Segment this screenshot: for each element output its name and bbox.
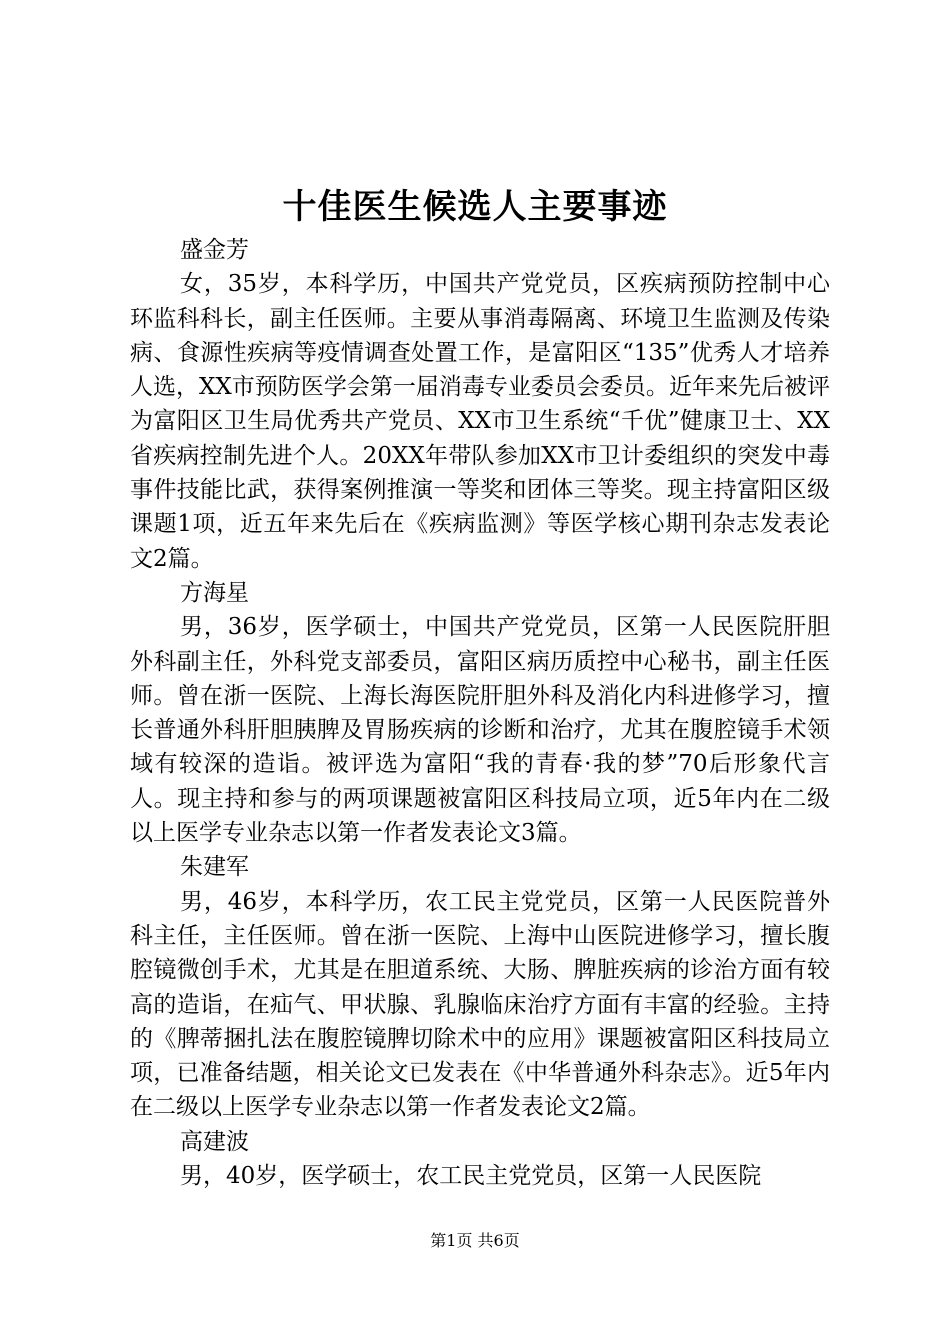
page-footer: 第1页 共6页 — [430, 1231, 520, 1250]
candidate-name: 方海星 — [180, 579, 249, 606]
candidate-bio: 男，40岁，医学硕士，农工民主党党员，区第一人民医院 — [180, 1163, 762, 1190]
candidate-bio: 男，46岁，本科学历，农工民主党党员，区第一人民医院普外科主任，主任医师。曾在浙一医院、上海中山医院进修学习，擅长腹腔镜微创手术，尤其是在胆道系统、大肠、脾脏疾病的诊治方面有较高的造诣，在疝气、甲状腺、乳腺临床治疗方面有丰富的经验。主持的《脾蒂捆扎法在腹腔镜脾切除术中的应用》课题被富阳区科技局立项，已准备结题，相关论文已发表在《中华普通外科杂志》。近5年内在二级以上医学专业杂志以第一作者发表论文2篇。 — [130, 888, 830, 1121]
candidate-bio: 男，36岁，医学硕士，中国共产党党员，区第一人民医院肝胆外科副主任，外科党支部委员，富阳区病历质控中心秘书，副主任医师。曾在浙一医院、上海长海医院肝胆外科及消化内科进修学习，擅长普通外科肝胆胰脾及胃肠疾病的诊断和治疗，尤其在腹腔镜手术领域有较深的造诣。被评选为富阳“我的青春·我的梦”70后形象代言人。现主持和参与的两项课题被富阳区科技局立项，近5年内在二级以上医学专业杂志以第一作者发表论文3篇。 — [130, 614, 830, 847]
candidate-name: 盛金芳 — [180, 237, 249, 263]
candidate-name: 高建波 — [180, 1128, 249, 1155]
document-body — [130, 233, 830, 1193]
document-title: 十佳医生候选人主要事迹 — [282, 187, 668, 227]
candidate-name: 朱建军 — [180, 854, 249, 881]
candidate-bio: 女，35岁，本科学历，中国共产党党员，区疾病预防控制中心环监科科长，副主任医师。主要从事消毒隔离、环境卫生监测及传染病、食源性疾病等疫情调查处置工作，是富阳区“135”优秀人才培养人选，XX市预防医学会第一届消毒专业委员会委员。近年来先后被评为富阳区卫生局优秀共产党员、XX市卫生系统“千优”健康卫士、XX省疾病控制先进个人。20XX年带队参加XX市卫计委组织的突发中毒事件技能比武，获得案例推演一等奖和团体三等奖。现主持富阳区级课题1项，近五年来先后在《疾病监测》等医学核心期刊杂志发表论文2篇。 — [130, 271, 830, 572]
